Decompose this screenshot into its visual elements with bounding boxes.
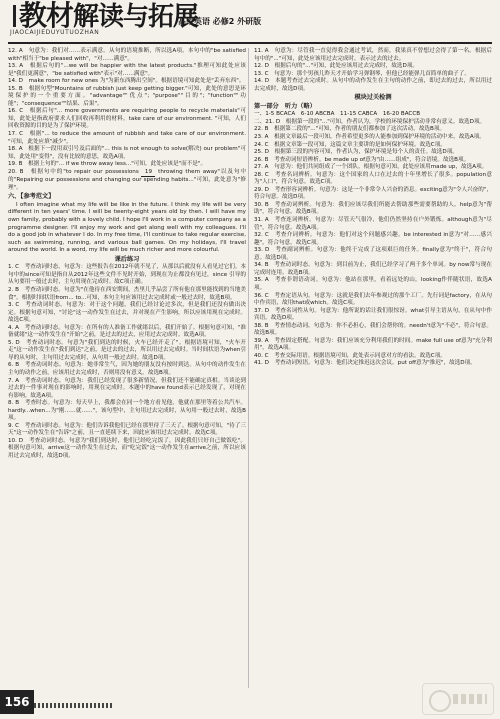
answer-paragraph: 14. D make room for new ones 为"为新东西腾出空间"。根据语境可知此处是"丢弃东西"。	[8, 78, 245, 85]
page-header	[8, 2, 492, 44]
test-item: 38. B 考查情态动词。句意为：你不必担心，我们会帮你的。needn't意为"不必"，符合句意。故选B项。	[254, 322, 492, 337]
section-title-module-test: 模块过关检测	[354, 94, 392, 102]
page-number-strip	[34, 703, 114, 708]
right-column	[254, 48, 492, 368]
test-item: 二、21. D 根据第一段的"..."可知，作者认为，学校的环境保护活动非常有意义。故选D项。	[254, 118, 486, 125]
brand-title-sub: 解读与拓展	[73, 2, 199, 32]
answer-paragraph: 11. A 句意为：尽管我一直觉得我会通过考试，然而，我果真不曾想过会得了第一名。根据后句中的"..."可知，此处应该用过去完成时，表示过去的过去。	[254, 48, 492, 62]
column-divider	[248, 48, 249, 688]
blank-number: 19	[141, 169, 155, 178]
test-item: 32. C 考查介词辨析。句意为：他们对这个问题感兴趣。be interested in意为"对……感兴趣"，符合句意。故选C项。	[254, 232, 492, 246]
test-item: 33. D 考查副词辨析。句意为：他终于完成了这项艰巨的任务。finally意为"终于"，符合句意。故选D项。	[254, 247, 492, 261]
test-item: 31. A 考查连词辨析。句意为：尽管天气很冷，他们仍然坚持在户外锻炼。although意为"尽管"，符合句意。故选A项。	[254, 217, 492, 231]
answer-paragraph: 19. B 根据上句的"... if we throw away less..."可知，此处应该是"而不是"。	[8, 161, 207, 168]
answer-text: 20. B 根据句中的"to repair our possessions	[8, 168, 139, 175]
answer-paragraph: 13. C 句意为：那个男孩儿昨天才开始学习弹钢琴，但他已经能弹几首简单的曲子了。	[254, 70, 470, 77]
test-item: 41. D 考查动词短语。句意为：他们决定推迟这次会议。put off意为"推迟"，故选D项。	[254, 360, 476, 367]
watermark-logo-icon	[422, 683, 494, 715]
test-item: 26. B 考查动词短语辨析。be made up of意为"由……组成"，符合语境。故选B项。	[254, 156, 470, 163]
section-title-essay: 六、【参考范文】	[8, 193, 55, 201]
book-subtitle: 高中英语 必修2 外研版	[178, 17, 262, 26]
practice-item: 5. D 考查动词时态。句意为"我们到达的时候，火车已经开走了"。根据语境可知，"火车开走"这一动作发生在"我们到达"之前，是过去的过去，所以用过去完成时。当时间状语为when引导的从句时，主句用过去完成时，从句用一般过去时。故选D项。	[8, 339, 246, 361]
test-item: 36. C 考查定语从句。句意为：这就是我们去年参观过的那个工厂。先行词是factory，在从句中作宾语，故用that或which。故选C项。	[254, 292, 492, 307]
practice-item: 4. A 考查动词时态。句意为：在所有的人准备工作就绪以后，我们开始了。根据句意可知，"准备就绪"这一动作发生在"开始"之前，是过去的过去，应用过去完成时。故选A项。	[8, 324, 246, 339]
answer-paragraph: 13. A 根据后句的"...we will be happier with the latest products."推理可知此处应该是"我们更满意"，"be satisfied with"表示"对……满意"。	[8, 63, 246, 77]
test-item: 30. B 考查动词辨析。句意为：我们应该尽我们所能去帮助那些需要帮助的人。help意为"帮助"，符合句意。故选B项。	[254, 201, 492, 216]
answer-paragraph: 14. D 本题考查过去完成时。从句中的动作发生在主句的动作之前，即过去的过去，所以用过去完成时，故选D项。	[254, 78, 492, 92]
answer-paragraph: 12. D 根据后句的"..."可知，此处应该用过去完成时，故选D项。	[254, 63, 419, 70]
answer-paragraph: 16. C 根据后句"... more governments are requiring people to recycle materials"可知，此处是指政府要求人们回收再利用的材料。take care of our environment. "可知，人们回收资源的目的是为了保护环境。	[8, 108, 246, 130]
practice-item: 10. D 考查动词时态。句意为"我们到达时，他们已经吃完饭了，因此我们只好自己做饭吃"。根据句意可知，arrive这一动作发生在过去，而"吃完饭"这一动作发生在arrive之前，所以应该用过去完成时，故选D项。	[8, 437, 246, 459]
practice-item: 2. B 考查动词时态。句意为"在他待在西安期间，杰里几乎品尝了所有他在那里能找到的当地美食"。根据时间状语from... to...可知，本句主句应该用过去完成时或一般过去时，故选B项。	[8, 286, 246, 301]
test-item: 23. A 根据文章最后一段可知，作者希望更多的人能参加到保护环境的活动中来。故选A项。	[254, 134, 485, 141]
section-title-listening: 第一部分 听力（略）	[254, 102, 316, 110]
brand-pinyin: JIAOCAIJIEDUYUTUOZHAN	[10, 29, 100, 36]
test-item: 35. A 考查非谓语动词。句意为：他站在那里，看着远处的山。looking作伴随状语，故选A项。	[254, 277, 492, 291]
page-number: 156	[0, 690, 34, 714]
practice-item: 3. C 考查动词时态。句意为：对于这个问题，我们已经讨论过多次，但是我们还没有做出决定。根据句意可知，"讨论"这一动作发生在过去，并对现在产生影响，所以应该用现在完成时。故选C项。	[8, 302, 246, 324]
answer-paragraph: 18. A 根据下一段用双引号及后面的"... this is not enough to solve(解决) our problem"可知，此处用"变得"，没有比较的意思，故选A项。	[8, 146, 246, 160]
test-item: 28. C 考查名词辨析。句意为：这个国家的人口在过去的十年里增长了很多。population意为"人口"，符合句意。故选C项。	[254, 171, 492, 186]
practice-item: 1. C 考查动词时态。句意为：这些报告在2012年就不见了，从那以后就没有人看见过它们。本句中的since可知是指自从2012年这些文件不见时开始，到现在为止都没有见过，since 引导的从句要用一般过去时，主句用现在完成时。故C项正确。	[8, 264, 246, 286]
test-item: 39. A 考查固定搭配。句意为：我们应该充分利用我们的时间。make full use of意为"充分利用"，故选A项。	[254, 337, 492, 352]
brand-logo	[10, 2, 198, 31]
answer-paragraph: 15. B 根据句型"Mountains of rubbish just keep getting bigger."可知，此处的意思是环境保护的一个重要方面。"advantage""优点"；"purpose""目的"；"function""功能"；"consequence""结果、后果"。	[8, 85, 246, 107]
test-item: 一、1-5 BCACA 6-10 ABCBA 11-15 CABCA 16-20 BACCB	[254, 111, 421, 118]
section-title-practice: 课后练习	[114, 255, 140, 263]
test-item: 29. D 考查形容词辨析。句意为：这是一个非常令人兴奋的消息。exciting意为"令人兴奋的"，符合句意。故选D项。	[254, 186, 492, 201]
answer-text: throwing them away"以及句中的"Repairing our possessions and changing our spending habits..."可知，此处意为"修理"。	[8, 168, 247, 191]
brand-bar-icon	[13, 5, 16, 27]
left-column	[8, 48, 246, 461]
test-item: 22. B 根据第二段的"..."可知，作者的朋友们都参加了这次活动。故选B项。	[254, 126, 446, 133]
practice-item: 7. A 考查动词时态。句意为：我们已经发现了很多新情况，但我们还不能确定真相。当谈论到过去的一件事对现在的影响时，用现在完成时。本题中的have found表示已经发现了，对现在有影响。故选A项。	[8, 377, 246, 399]
test-item: 37. D 考查名词性从句。句意为：他所说的话让我们很惊讶。what引导主语从句，在从句中作宾语。故选D项。	[254, 307, 492, 322]
answer-paragraph: 12. A 句意为：我们对……表示满意。从句的语境推断，所以选A项。本句中的"be satisfied with"相当于"be pleased with"，"对……满意"。	[8, 48, 246, 62]
test-item: 24. C 根据文章第一段可知，这篇文章主要讲的是如何保护环境。故选C项。	[254, 141, 446, 148]
test-item: 27. A 句意为：他们共同组成了一个团队。根据句意可知，此处应该用made up，故选A项。	[254, 164, 488, 171]
practice-item: 6. B 考查动词时态。句意为：她非常生气，因为她的朋友没有按时到达。从句中的动作发生在主句的动作之前，应该用过去完成时，否则用没有意义。故选B项。	[8, 362, 246, 376]
brand-title-main: 教材	[19, 0, 74, 32]
practice-item: 8. B 考查时态。句意为：每天早上，我都会在同一个地方看见他，他就在那里等着公共汽车。hardly...when...为"刚……就……"，该句型中，主句用过去完成时，从句用一般过去时，故选B项。	[8, 400, 246, 422]
answer-paragraph	[8, 169, 246, 193]
test-item: 34. B 考查动词时态。句意为：到目前为止，我们已经学习了两千多个单词。by now常与现在完成时连用。故选B项。	[254, 262, 492, 276]
test-item: 40. C 考查交际用语。根据语境可知，此处表示同意对方的看法。故选C项。	[254, 352, 446, 359]
practice-item: 9. C 考查动词时态。句意为：他们告诉我他们已经在那里待了三天了。根据句意可知，"待了三天"这一动作发生在"告诉"之前，且一直延续下来，因此应该用过去完成时。故选C项。	[8, 422, 246, 437]
essay-text: I often imagine what my life will be like in the future. I think my life will be very different in ten years' time. I will be twenty-eight years old by then. I will have my own family, probably with a lovely child. I hope I'll work in a computer company as a programme designer. I'll enjoy my work and get along well with my colleagues. I'll do a good job in whatever I do. In my free time, I'll continue to take regular exercise, such as swimming, running, and various ball games. On my holidays, I'll travel around the world. In a word, my life will be much richer and more colourful.	[8, 201, 246, 254]
test-item: 25. D 根据第三段的内容可知，作者认为，保护环境是每个人的责任。故选D项。	[254, 149, 458, 156]
answer-paragraph: 17. C 根据"... to reduce the amount of rubbish and take care of our environment. "可知，此处应填"减少"。	[8, 131, 246, 145]
